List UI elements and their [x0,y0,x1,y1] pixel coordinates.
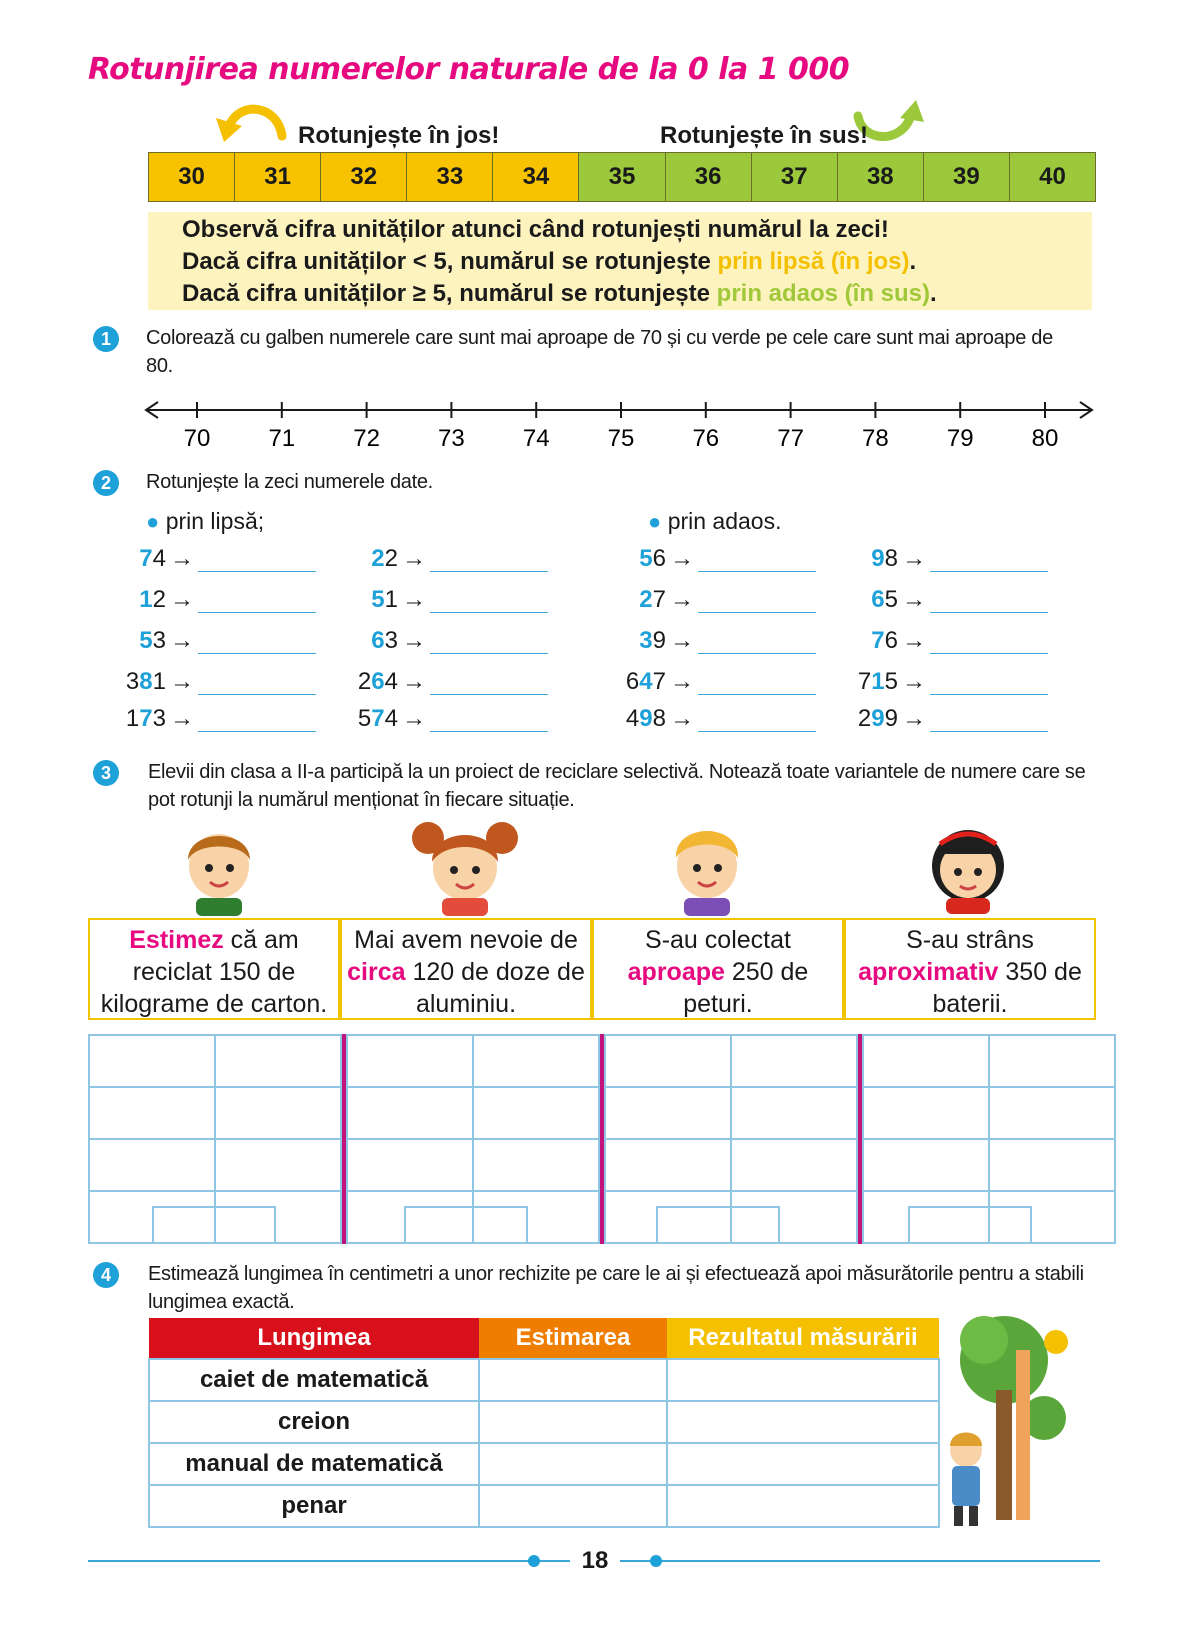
arrow-icon: → [902,705,926,732]
extra-answer-box[interactable] [908,1206,1032,1244]
estimate-cell[interactable] [479,1485,667,1527]
tens-digit-highlight: 5 [371,586,385,613]
card-text: 120 de doze de aluminiu. [405,958,585,1018]
answer-line[interactable] [930,707,1048,732]
rule-text: Dacă cifra unităților < 5, numărul se rotunjește [182,248,718,275]
tens-digit-highlight: 9 [639,705,653,732]
digit: 3 [152,705,166,732]
strip-cell: 33 [407,153,493,201]
arrow-icon: → [402,705,426,732]
rounding-item [596,627,816,655]
answer-line[interactable] [930,629,1048,654]
strip-cell: 38 [838,153,924,201]
strip-cell: 34 [493,153,579,201]
situation-card [592,918,844,1020]
page-number: 18 [570,1547,620,1575]
tens-digit-highlight: 8 [139,668,153,695]
rule-highlight-up: prin adaos (în sus) [716,280,931,307]
card-text: S-au colectat [645,926,791,954]
item-number [828,627,898,655]
digit: 8 [652,705,666,732]
tick-label: 76 [692,425,720,452]
arrow-icon: → [670,705,694,732]
tick-label: 75 [607,425,635,452]
digit: 3 [125,668,140,695]
exercise-3-text: Elevii din clasa a II-a participă la un proiect de reciclare selectivă. Notează toate variantele de numere care se pot rotunji la numărul menționat în fiecare situație. [148,761,1086,811]
estimate-cell[interactable] [479,1359,667,1401]
item-label: penar [149,1485,479,1527]
tens-digit-highlight: 4 [639,668,653,695]
tens-digit-highlight: 3 [639,627,653,654]
tens-digit-highlight: 7 [139,545,153,572]
situation-card [844,918,1096,1020]
item-number [96,627,166,655]
header-lungimea: Lungimea [149,1318,479,1359]
digit: 4 [384,705,398,732]
answer-line[interactable] [198,547,316,572]
digit: 5 [884,668,898,695]
arrow-icon: → [902,668,926,695]
arrow-icon: → [170,586,194,613]
number-strip [148,152,1096,202]
digit: 7 [652,668,666,695]
card-text: că am reciclat 150 de kilograme de carton. [100,926,328,1018]
tens-digit-highlight: 7 [371,705,385,732]
item-number [596,668,666,696]
card-keyword: circa [347,958,406,986]
arrow-icon: → [402,668,426,695]
exercise-number-badge: 3 [93,760,119,786]
digit: 2 [384,545,398,572]
tree-measuring-illustration [944,1300,1084,1530]
item-number [596,586,666,614]
result-cell[interactable] [667,1485,939,1527]
arrow-icon: → [170,545,194,572]
digit: 2 [357,668,372,695]
tick-label: 74 [522,425,550,452]
item-number [596,705,666,733]
digit: 4 [152,545,166,572]
item-label: creion [149,1401,479,1443]
item-number [828,668,898,696]
tick-label: 78 [862,425,889,452]
rule-line-2 [182,248,916,276]
page-title: Rotunjirea numerelor naturale de la 0 la 1 000 [88,52,850,87]
digit: 5 [884,586,898,613]
arrow-icon: → [402,545,426,572]
answer-line[interactable] [698,670,816,695]
rounding-item [96,668,316,696]
exercise-2-text: Rotunjește la zeci numerele date. [146,471,433,493]
dark-hair-girl-illustration [920,814,1016,914]
tens-digit-highlight: 5 [139,627,153,654]
card-keyword: aproximativ [858,958,999,986]
rounding-item [596,705,816,733]
header-estimarea: Estimarea [479,1318,667,1359]
item-number [96,668,166,696]
rounding-item [328,668,548,696]
result-cell[interactable] [667,1401,939,1443]
situation-card [88,918,340,1020]
blond-boy-illustration [664,816,750,916]
strip-cell: 40 [1010,153,1095,201]
answer-line[interactable] [430,588,548,613]
arrow-icon: → [670,668,694,695]
strip-cell: 35 [579,153,665,201]
answer-line[interactable] [930,588,1048,613]
item-number [828,586,898,614]
exercise-number-badge: 1 [93,326,119,352]
round-up-label: Rotunjește în sus! [660,122,869,149]
tens-digit-highlight: 6 [871,586,885,613]
boy-child-illustration [176,820,262,916]
rounding-item [328,586,548,614]
digit: 1 [384,586,398,613]
tick-label: 70 [183,425,211,452]
digit: 9 [652,627,666,654]
card-text: 250 de peturi. [683,958,809,1018]
tens-digit-highlight: 7 [139,705,153,732]
tens-digit-highlight: 1 [871,668,885,695]
strip-cell: 31 [235,153,321,201]
rounding-item [828,586,1048,614]
result-cell[interactable] [667,1359,939,1401]
rounding-item [596,668,816,696]
rounding-item [328,627,548,655]
answer-line[interactable] [430,707,548,732]
tens-digit-highlight: 9 [871,545,885,572]
rounding-item [596,586,816,614]
digit: 7 [857,668,872,695]
tick-label: 80 [1031,425,1059,452]
digit: 1 [125,705,140,732]
digit: 5 [357,705,372,732]
strip-cell: 36 [666,153,752,201]
exercise-number-badge: 4 [93,1262,119,1288]
answer-line[interactable] [698,629,816,654]
item-number [328,668,398,696]
bullet-label: prin adaos. [667,508,782,534]
arrow-icon: → [402,627,426,654]
extra-answer-box[interactable] [152,1206,276,1244]
item-number [96,705,166,733]
tens-digit-highlight: 6 [371,668,385,695]
exercise-1-text: Colorează cu galben numerele care sunt mai aproape de 70 și cu verde pe cele care sunt mai aproape de 80. [146,327,1053,377]
arrow-icon: → [170,705,194,732]
digit: 2 [152,586,166,613]
strip-cell: 32 [321,153,407,201]
rounding-item [828,545,1048,573]
tens-digit-highlight: 2 [639,586,653,613]
digit: 6 [884,627,898,654]
card-text: S-au strâns [906,926,1034,954]
digit: 3 [152,627,166,654]
extra-answer-box[interactable] [404,1206,528,1244]
arrow-icon: → [670,586,694,613]
digit: 4 [384,668,398,695]
answer-line[interactable] [698,547,816,572]
answer-line[interactable] [930,547,1048,572]
girl-child-illustration [410,812,520,916]
item-number [96,586,166,614]
rule-text: Dacă cifra unităților ≥ 5, numărul se rotunjește [182,280,717,307]
rounding-item [596,545,816,573]
answer-line[interactable] [430,670,548,695]
estimate-cell[interactable] [479,1401,667,1443]
tick-label: 71 [268,425,296,452]
item-label: caiet de matematică [149,1359,479,1401]
answer-line[interactable] [198,588,316,613]
answer-line[interactable] [198,629,316,654]
item-number [328,627,398,655]
rule-line-1: Observă cifra unităților atunci când rotunjești numărul la zeci! [182,216,889,243]
item-number [328,545,398,573]
rounding-item [96,545,316,573]
round-down-arrow-icon [212,96,292,146]
rule-text: . [930,280,937,307]
tens-digit-highlight: 2 [371,545,385,572]
tick-label: 73 [438,425,465,452]
strip-cell: 30 [149,153,235,201]
item-number [828,705,898,733]
round-down-label: Rotunjește în jos! [298,122,500,149]
digit: 6 [652,545,666,572]
measurement-table [148,1318,940,1528]
card-keyword: Estimez [129,926,224,954]
answer-line[interactable] [198,707,316,732]
exercise-4-text: Estimează lungimea în centimetri a unor rechizite pe care le ai și efectuează apoi măsurătorile pentru a stabili lungimea exactă. [148,1263,1084,1313]
digit: 1 [152,668,166,695]
exercise-number-badge: 2 [93,470,119,496]
situation-card [340,918,592,1020]
footer-dot [528,1555,540,1567]
answer-line[interactable] [198,670,316,695]
rounding-item [96,586,316,614]
tick-label: 79 [946,425,974,452]
answer-line[interactable] [430,629,548,654]
strip-cell: 37 [752,153,838,201]
bullet-prin-lipsa [146,508,264,535]
item-number [328,705,398,733]
item-number [596,627,666,655]
answer-line[interactable] [930,670,1048,695]
arrow-icon: → [902,627,926,654]
card-text: 350 de baterii. [932,958,1082,1018]
item-number [328,586,398,614]
card-text: Mai avem nevoie de [354,926,578,954]
tens-digit-highlight: 9 [871,705,885,732]
bullet-icon: ● [648,509,662,534]
bullet-icon: ● [146,509,160,534]
item-number [96,545,166,573]
rounding-item [828,627,1048,655]
arrow-icon: → [402,586,426,613]
rounding-item [96,705,316,733]
rule-highlight-down: prin lipsă (în jos) [717,248,910,275]
item-number [828,545,898,573]
rounding-item [828,668,1048,696]
arrow-icon: → [670,545,694,572]
bullet-label: prin lipsă; [165,508,265,534]
digit: 8 [884,545,898,572]
tick-label: 72 [353,425,380,452]
answer-line[interactable] [698,588,816,613]
digit: 9 [884,705,898,732]
arrow-icon: → [170,627,194,654]
number-line [140,396,1100,456]
result-cell[interactable] [667,1443,939,1485]
digit: 6 [625,668,640,695]
rounding-item [328,705,548,733]
rounding-item [328,545,548,573]
digit: 4 [625,705,640,732]
header-rezultat: Rezultatul măsurării [667,1318,939,1359]
rule-text: . [909,248,917,275]
rounding-item [828,705,1048,733]
digit: 7 [652,586,666,613]
arrow-icon: → [170,668,194,695]
tens-digit-highlight: 6 [371,627,385,654]
answer-line[interactable] [698,707,816,732]
digit: 2 [857,705,872,732]
arrow-icon: → [670,627,694,654]
footer-dot [650,1555,662,1567]
answer-line[interactable] [430,547,548,572]
tick-label: 77 [777,425,804,452]
rule-line-3 [182,280,937,308]
tens-digit-highlight: 5 [639,545,653,572]
item-label: manual de matematică [149,1443,479,1485]
arrow-icon: → [902,545,926,572]
tens-digit-highlight: 1 [139,586,153,613]
strip-cell: 39 [924,153,1010,201]
estimate-cell[interactable] [479,1443,667,1485]
arrow-icon: → [902,586,926,613]
extra-answer-box[interactable] [656,1206,780,1244]
rounding-item [96,627,316,655]
digit: 3 [384,627,398,654]
tens-digit-highlight: 7 [871,627,885,654]
item-number [596,545,666,573]
card-keyword: aproape [627,958,725,986]
bullet-prin-adaos [648,508,782,535]
